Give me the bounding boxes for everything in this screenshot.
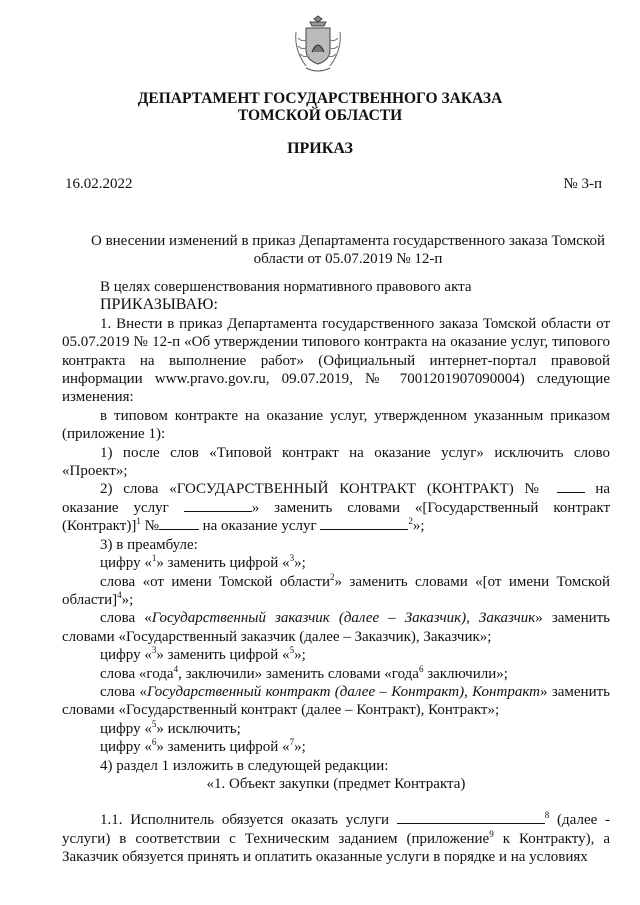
order-number: № 3-п: [563, 176, 602, 192]
paragraph-12: цифру «$^5$» исключить;: [100, 718, 241, 737]
paragraph-6: цифру «$^1$» заменить цифрой «$^3$»;: [100, 553, 306, 572]
order-word: ПРИКАЗЫВАЮ:: [100, 296, 218, 314]
subject-line2: области от 05.07.2019 № 12-п: [253, 251, 443, 267]
paragraph-3: 1) после слов «Типовой контракт на оказание услуг» исключить слово «Проект»;: [62, 444, 610, 480]
paragraph-9: цифру «$^3$» заменить цифрой «$^5$»;: [100, 645, 306, 664]
order-body: [62, 278, 610, 867]
paragraph-2: в типовом контракте на оказание услуг, утвержденном указанным приказом (приложение 1):: [62, 407, 610, 443]
section-heading: «1. Объект закупки (предмет Контракта): [206, 775, 466, 792]
paragraph-16: 1.1. Исполнитель обязуется оказать услуги $^8$ (далее - услуги) в соответствии с Техническим заданием (приложение$^9$ к Контракту), а Заказчик обязуется принять и оплатить оказанные услуги в порядке и на условиях: [62, 810, 611, 866]
department-name-line2: ТОМСКОЙ ОБЛАСТИ: [237, 107, 403, 124]
document-type: ПРИКАЗ: [287, 140, 353, 157]
paragraph-11: слова «Государственный контракт (далее – Контракт), Контракт» заменить словами «Государственный контракт (далее – Контракт), Контракт»;: [62, 683, 611, 719]
department-name-line1: ДЕПАРТАМЕНТ ГОСУДАРСТВЕННОГО ЗАКАЗА: [137, 90, 503, 107]
paragraph-14: 4) раздел 1 изложить в следующей редакции:: [100, 757, 389, 774]
paragraph-13: цифру «$^6$» заменить цифрой «$^7$»;: [100, 737, 306, 756]
order-date: 16.02.2022: [65, 176, 133, 192]
paragraph-10: слова «года$^4$, заключили» заменить словами «года$^6$ заключили»;: [100, 663, 508, 682]
paragraph-7: слова «от имени Томской области$^2$» заменить словами «[от имени Томской области]$^4$»;: [62, 571, 610, 608]
paragraph-1: 1. Внести в приказ Департамента государственного заказа Томской области от 05.07.2019 № 12-п «Об утверждении типового контракта на оказание услуг, типового контракта на выполнение работ» (Официальный интернет-портал правовой информации www.pravo.gov.ru, 09.07.2019, № 7001201907090004) следующие изменения:: [62, 315, 610, 406]
paragraph-5: 3) в преамбуле:: [100, 536, 198, 553]
coat-of-arms-icon: [292, 12, 344, 74]
subject-line1: О внесении изменений в приказ Департамента государственного заказа Томской: [90, 233, 605, 249]
preamble: В целях совершенствования нормативного правового акта: [100, 279, 472, 295]
paragraph-8: слова «Государственный заказчик (далее – Заказчик), Заказчик» заменить словами «Государственный заказчик (далее – Заказчик), Заказчик»;: [62, 610, 611, 645]
paragraph-4: 2) слова «ГОСУДАРСТВЕННЫЙ КОНТРАКТ (КОНТРАКТ) № на оказание услуг » заменить словами «[Государственный контракт (Контракт)]$^1$ № на оказание услуг $^2$»;: [62, 481, 611, 535]
order-subject: [88, 232, 608, 268]
